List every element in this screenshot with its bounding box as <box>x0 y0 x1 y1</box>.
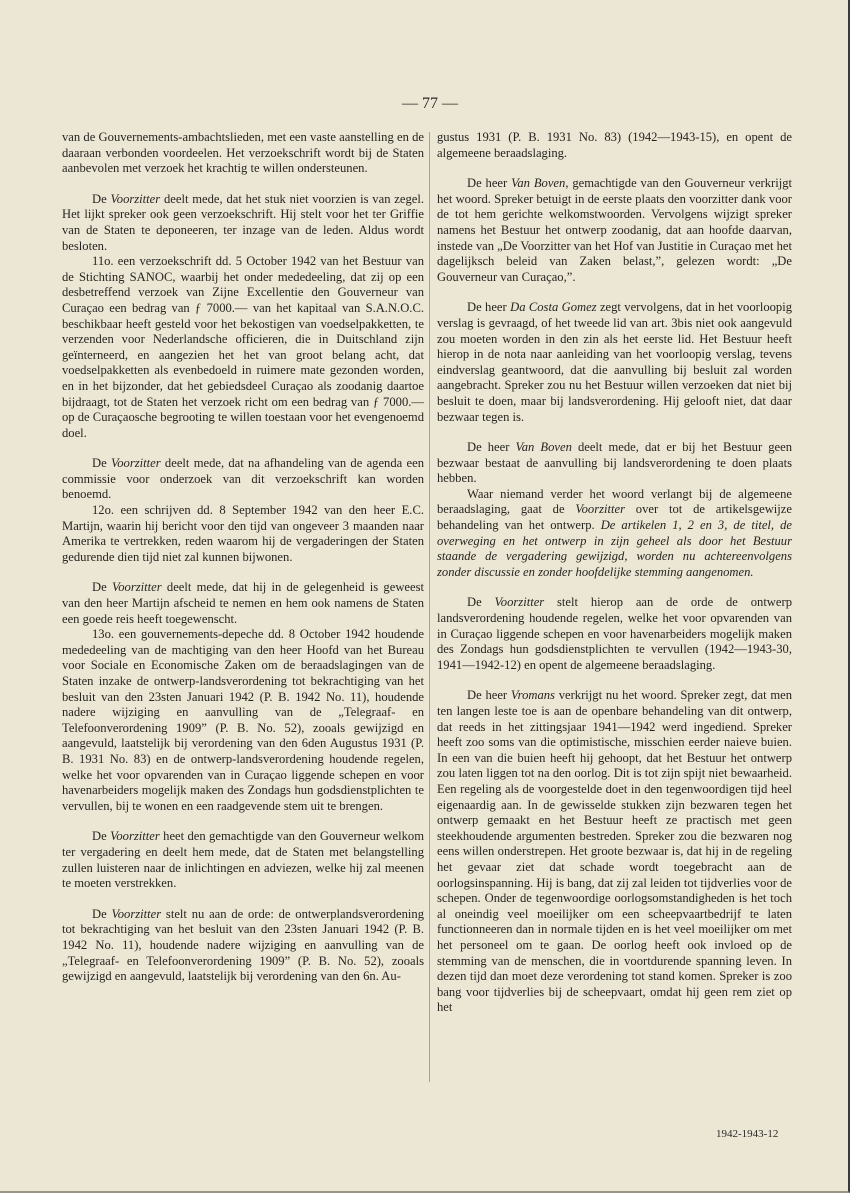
speaker-name: Van Boven <box>515 440 572 455</box>
left-column <box>62 130 424 985</box>
paragraph: 12o. een schrijven dd. 8 September 1942 van den heer E.C. Martijn, waarin hij bericht voor den tijd van ongeveer 3 maanden naar Amerika te vertrekken, reden waarom hij de vergaderingen der Staten gedurende dien tijd niet zal kunnen bijwonen. <box>62 503 424 564</box>
page-number: — 77 — <box>402 95 458 112</box>
paragraph: De Voorzitter deelt mede, dat hij in de gelegenheid is geweest van den heer Martijn afscheid te nemen en hem ook namens de Staten een goede reis heeft toegewenscht. <box>62 580 424 626</box>
document-code: 1942-1943-12 <box>716 1128 779 1140</box>
speaker-role: Voorzitter <box>575 502 626 517</box>
right-column <box>437 130 792 1016</box>
speaker-name: Van Boven <box>511 176 566 191</box>
paragraph: De Voorzitter deelt mede, dat na afhandeling van de agenda een commissie voor onderzoek van dit verzoekschrift kan worden benoemd. <box>62 456 424 502</box>
decision-text: De artikelen 1, 2 en 3, de titel, de overweging en het ontwerp in zijn geheel als door het Bestuur staande de vergadering gewijzigd, worden nu achtereenvolgens zonder discussie en zonder hoofdelijke stemming aangenomen. <box>437 518 792 579</box>
paragraph: gustus 1931 (P. B. 1931 No. 83) (1942—1943-15), en opent de algemeene beraadslaging. <box>437 130 792 160</box>
paragraph: van de Gouvernements-ambachtslieden, met een vaste aanstelling en de daaraan verbonden voordeelen. Het verzoekschrift wordt bij de Staten aanbevolen met verzoek het krachtig te willen ondersteunen. <box>62 130 424 176</box>
speaker-name: Vromans <box>510 688 555 703</box>
paragraph: De Voorzitter stelt hierop aan de orde de ontwerp landsverordening houdende regelen, welke het voor opvarenden van in Curaçao liggende schepen en voor havenarbeiders mogelijk maken des Zondags hun godsdienstplichten te vervullen (1942—1943-30, 1941—1942-12) en opent de algemeene beraadslaging. <box>437 595 792 672</box>
speaker-role: Voorzitter <box>111 906 162 921</box>
paragraph: Waar niemand verder het woord verlangt bij de algemeene beraadslaging, gaat de Voorzitter over tot de artikelsgewijze behandeling van het ontwerp. De artikelen 1, 2 en 3, de titel, de overweging en het ontwerp in zijn geheel als door het Bestuur staande de vergadering gewijzigd, worden nu achtereenvolgens zonder discussie en zonder hoofdelijke stemming aangenomen. <box>437 486 792 579</box>
paragraph: 11o. een verzoekschrift dd. 5 October 1942 van het Bestuur van de Stichting SANOC, waarbij het onder mededeeling, dat zij op een desbetreffend verzoek van Zijne Excellentie den Gouverneur van Curaçao een bedrag van ƒ 7000.— van het kapitaal van S.A.N.O.C. beschikbaar heeft gesteld voor het bekostigen van voedselpakketten, te verzenden voor Nederlandsche officieren, die in Duitschland zijn geïnterneerd, en aangezien het het van groot belang acht, dat voedselpakketten als evenbedoeld in ruimere mate gezonden worden, en in het bijzonder, dat het gebiedsdeel Curaçao als zoodanig daartoe bijdraagt, tot de Staten het verzoek richt om een bedrag van ƒ 7000.— op de Curaçaosche begrooting te willen toestaan voor het evengenoemd doel. <box>62 254 424 440</box>
paragraph: 13o. een gouvernements-depeche dd. 8 October 1942 houdende mededeeling van de machtiging van den heer Hoofd van het Bureau voor Sociale en Economische Zaken om de beraadslagingen van de Staten inzake de ontwerp-landsverordening tot bekrachtiging van het besluit van den 23sten Januari 1942 (P. B. 1942 No. 11), houdende nadere wijziging en aanvulling van de „Telegraaf- en Telefoonverordening 1909” (P. B. No. 52), zooals gewijzigd en aangevuld, laatstelijk bij verordening van den 6den Augustus 1931 (P. B. 1931 No. 83) en de ontwerp-landsverordening houdende regelen, welke het voor opvarenden van in Curaçao liggende schepen en voor havenarbeiders mogelijk maken des Zondags hun godsdienstplichten te vervullen, bij te wonen en een raadgevende stem uit te brengen. <box>62 627 424 813</box>
speaker-role: Voorzitter <box>111 580 162 595</box>
column-divider <box>429 132 430 1082</box>
paragraph: De heer Van Boven, gemachtigde van den Gouverneur verkrijgt het woord. Spreker betuigt in de eerste plaats den voorzitter dank voor de tot hem gerichte welkomstwoorden. Vervolgens wijzigt spreker namens het Bestuur het ontwerp zoodanig, dat aan hoofde daarvan, instede van „De Voorzitter van het Hof van Justitie in Curaçao met het dagelijksch beleid van Zaken belast,”, gelezen wordt: „De Gouverneur van Curaçao,”. <box>437 176 793 284</box>
paragraph: De heer Vromans verkrijgt nu het woord. Spreker zegt, dat men ten langen leste toe is aan de openbare behandeling van dit ontwerp, dat reeds in het zittingsjaar 1941—1942 werd ingediend. Spreker heeft zoo soms van die optimistische, misschien eerder naieve buien. In een van die buien heeft hij gehoopt, dat het Bestuur het ontwerp zou laten liggen tot na den oorlog. Dit is tot zijn spijt niet bewaarheid. Een regeling als de voorgestelde doet in den tegenwoordigen tijd heel eigenaardig aan. In de gewisselde stukken zijn bezwaren tegen het ontwerp gemaakt en het Bestuur heeft ze practisch met geen steekhoudende argumenten bestreden. Spreker zou die bezwaren nog eens willen onderstrepen. Het groote bezwaar is, dat hij in de regeling het gevaar ziet dat schade wordt toegebracht aan de oorlogsinspanning. Hij is bang, dat zij zal leiden tot tijdverlies voor de schepen. Onder de tegenwoordige oorlogsomstandigheden is het toch al oneindig veel moeilijker om een scheepvaartbedrijf te laten functionneeren dan in normale tijden en is het veel moeilijker om met het personeel om te gaan. De oorlog heeft ook invloed op de stemming van de menschen, die in voortdurende spanning leven. In dezen tijd dan moet deze verordening tot stand komen. Spreker is zoo bang voor tijdverlies bij de scheepvaart, omdat hij geen rem ziet op het <box>437 688 793 1015</box>
speaker-role: Voorzitter <box>110 456 161 471</box>
paragraph: De Voorzitter deelt mede, dat het stuk niet voorzien is van zegel. Het lijkt spreker ook geen verzoekschrift. Hij stelt voor het ter Griffie van de Staten te deponeeren, ter inzage van de leden. Aldus wordt besloten. <box>62 191 424 253</box>
speaker-name: Da Costa Gomez <box>510 300 597 315</box>
speaker-role: Voorzitter <box>110 191 161 206</box>
paragraph: De Voorzitter heet den gemachtigde van den Gouverneur welkom ter vergadering en deelt hem mede, dat de Staten met belangstelling zullen luisteren naar de inlichtingen en adviezen, welke hij zal meenen te moeten verstrekken. <box>62 829 425 891</box>
speaker-role: Voorzitter <box>110 829 160 844</box>
paragraph: De Voorzitter stelt nu aan de orde: de ontwerplandsverordening tot bekrachtiging van het besluit van den 23sten Januari 1942 (P. B. 1942 No. 11), houdende nadere wijziging en aanvulling van de „Telegraaf- en Telefoonverordening 1909” (P. B. No. 52), zooals gewijzigd en aangevuld, laatstelijk bij verordening van den 6n. Au- <box>62 906 424 984</box>
speaker-role: Voorzitter <box>494 595 545 610</box>
paragraph: De heer Van Boven deelt mede, dat er bij het Bestuur geen bezwaar bestaat de aanvulling bij landsverordening te doen plaats hebben. <box>437 440 792 486</box>
paragraph: De heer Da Costa Gomez zegt vervolgens, dat in het voorloopig verslag is gevraagd, of het tweede lid van art. 3bis niet ook aangevuld zou moeten worden in den zin als het eerste lid. Het Bestuur heeft hierop in de nota naar aanleiding van het voorloopig verslag, tevens eindverslag geantwoord, dat die aanvulling bij besluit zal worden aangebracht. Spreker zou nu het Bestuur willen verzoeken dat niet bij besluit te doen, maar bij landsverordening. Hij gelooft niet, dat daar bezwaar tegen is. <box>437 300 793 424</box>
